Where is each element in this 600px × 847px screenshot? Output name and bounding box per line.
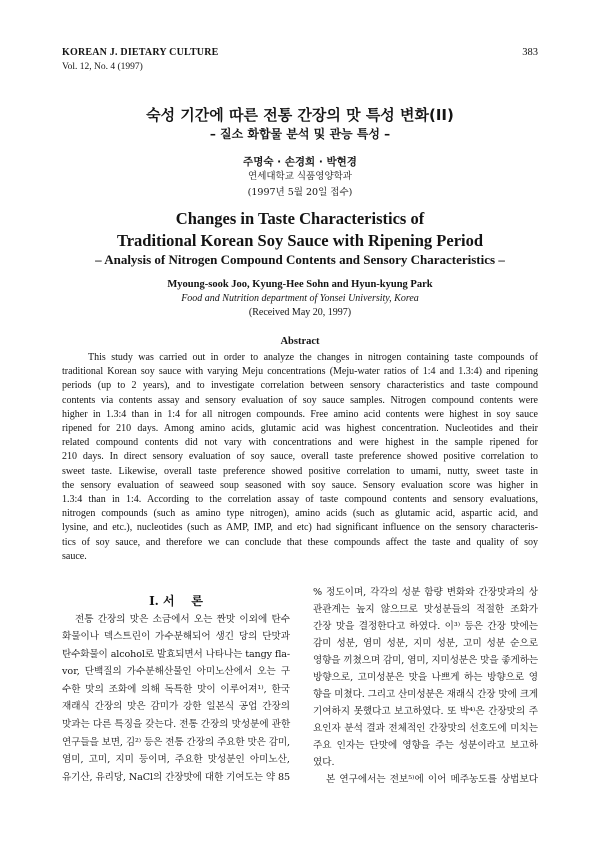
- english-title-line: Traditional Korean Soy Sauce with Ripening Period: [116, 231, 484, 250]
- body-line: 요인자 분석 결과 전체적인 간장맛의 선호도에 미치는: [313, 722, 538, 734]
- body-line: 화물이나 덱스트린이 가수분해되어 생긴 당의 단맛과: [62, 631, 290, 643]
- journal-name: KOREAN J. DIETARY CULTURE: [62, 47, 219, 58]
- abstract-line: sauce.: [62, 550, 87, 562]
- body-paragraph: [313, 771, 538, 788]
- korean-title: 숙성 기간에 따른 전통 간장의 맛 특성 변화(II): [146, 106, 454, 124]
- body-line: 재래식 간장의 맛은 감미가 강한 일본식 공업 간장의: [62, 701, 290, 713]
- abstract-line: tics of soy sauce, and therefore we can conclude that these compounds affect the taste and quality of soy: [62, 536, 538, 548]
- body-right-column: [313, 584, 538, 788]
- abstract-line: traditional Korean soy sauce with varying Meju concentrations (Meju-water ratios of 1:4 and 1.3:4) and ripening: [62, 366, 538, 378]
- body-line: 유기산, 유리당, NaCl의 간장맛에 대한 기여도는 약 85: [62, 771, 290, 783]
- english-affiliation: Food and Nutrition department of Yonsei University, Korea: [181, 293, 419, 304]
- korean-affiliation: 연세대학교 식품영양학과: [248, 171, 352, 182]
- abstract-line: ripened for 210 days. Among amino acids, glutamic acid was highest concentration. Nucleotides and their: [62, 423, 538, 435]
- abstract-line: nitrogen compounds (such as amino type nitrogen), amino acids (such as glutamic acid, aspartic acid, and: [62, 508, 538, 520]
- body-line: 간장 맛을 결정한다고 하였다. 이³⁾ 등은 간장 맛에는: [313, 620, 538, 632]
- body-line: 감미 성분, 염미 성분, 지미 성분, 고미 성분 순으로: [313, 637, 538, 649]
- abstract-body: [62, 351, 538, 564]
- body-line: 기여하지 못했다고 보고하였다. 또 박⁴⁾은 간장맛의 주: [313, 705, 538, 717]
- body-line: 맛과는 다른 특징을 갖는다. 전통 간장의 맛성분에 관한: [62, 719, 291, 731]
- body-line: 염미, 고미, 지미 등이며, 주요한 맛성분인 아미노산,: [62, 754, 290, 766]
- abstract-line: higher in 1.3:4 than in 1:4 for all nitrogen compounds. Free amino acid contents were highest in soy sauce: [62, 408, 538, 420]
- korean-authors: 주명숙 · 손경희 · 박현경: [243, 156, 357, 168]
- abstract-line: sweet taste. Likewise, overall taste preference showed positive correlation to umami, nutty, sweet taste in: [62, 465, 538, 477]
- section-heading: I. 서 론: [149, 594, 203, 608]
- body-line: 방향으로, 고미성분은 맛을 나쁘게 하는 방향으로 영: [313, 671, 538, 683]
- abstract-line: This study was carried out in order to analyze the changes in nitrogen containing taste compounds of: [88, 352, 538, 363]
- abstract-line: periods (up to 2 years), and to investigate correlation between sensory characteristics and taste compound: [62, 380, 538, 392]
- abstract-line: the sensory evaluation of seaweed soup seasoned with soy sauce. Sensory evaluation score was higher in: [62, 479, 538, 491]
- abstract-line: contents via contents assay and sensory evaluation of soy sauce samples. Nitrogen compound contents were: [62, 394, 538, 406]
- abstract-line: lysine, and etc.), nucleotides (such as AMP, IMP, and etc) had significant influence on the sensory characteris-: [62, 522, 538, 534]
- body-paragraph: [313, 584, 538, 771]
- body-line: 수한 맛의 조화에 의해 독특한 맛이 이루어져¹⁾, 한국: [62, 683, 290, 695]
- english-subtitle: – Analysis of Nitrogen Compound Contents and Sensory Characteristics –: [95, 252, 505, 267]
- body-line: 영향을 끼쳤으며 감미, 염미, 지미성분은 맛을 좋게하는: [313, 654, 538, 666]
- body-line: 주요 인자는 단맛에 영향을 주는 성분이라고 보고하: [313, 739, 538, 751]
- body-paragraph: [62, 611, 290, 787]
- body-line: 관관계는 높지 않으므로 맛성분들의 적절한 조화가: [313, 603, 538, 615]
- english-received-date: (Received May 20, 1997): [248, 307, 352, 318]
- body-line: 본 연구에서는 전보⁵⁾에 이어 메주농도를 상법보다: [326, 773, 538, 785]
- english-authors: Myoung-sook Joo, Kyung-Hee Sohn and Hyun-kyung Park: [167, 279, 433, 290]
- body-line: 연구들을 보면, 김²⁾ 등은 전통 간장의 주요한 맛은 감미,: [62, 736, 290, 748]
- abstract-line: 210 days. In direct sensory evaluation of soy sauce, overall taste preference showed positive correlation to: [62, 451, 538, 463]
- body-line: 전통 간장의 맛은 소금에서 오는 짠맛 이외에 탄수: [75, 613, 290, 625]
- abstract-heading: Abstract: [280, 336, 320, 347]
- volume-info: Vol. 12, No. 4 (1997): [62, 62, 143, 72]
- body-line: 였다.: [313, 756, 335, 768]
- abstract-line: related compound contents did not vary with concentrations and were highest in the sample ripened for: [62, 437, 538, 449]
- english-title: [62, 208, 538, 252]
- abstract-line: 1.3:4 than in 1:4. According to the correlation assay of taste compound contents and sensory evaluations,: [62, 494, 538, 506]
- page-number: 383: [522, 47, 538, 58]
- body-line: vor, 단백질의 가수분해산물인 아미노산에서 오는 구: [62, 666, 290, 678]
- body-line: % 정도이며, 각각의 성분 함량 변화와 간장맛과의 상: [313, 586, 538, 598]
- body-left-column: [62, 611, 290, 787]
- korean-received-date: (1997년 5월 20일 접수): [247, 187, 353, 198]
- body-line: 향을 미쳤다. 그리고 산미성분은 재래식 간장 맛에 크게: [313, 688, 538, 700]
- english-title-line: Changes in Taste Characteristics of: [175, 209, 425, 228]
- korean-subtitle: – 질소 화합물 분석 및 관능 특성 –: [209, 127, 391, 141]
- body-line: 탄수화물이 alcohol로 발효되면서 나타나는 tangy fla-: [62, 648, 290, 660]
